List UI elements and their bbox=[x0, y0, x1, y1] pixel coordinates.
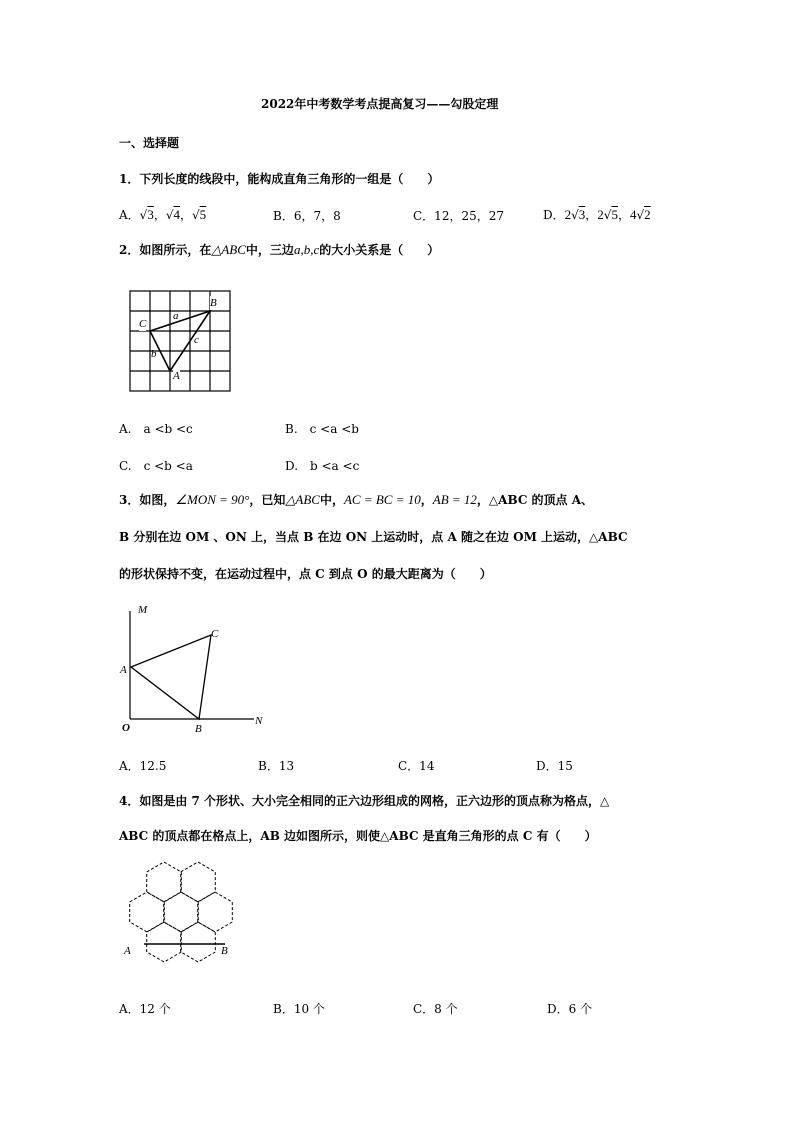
q2-label-C: C bbox=[139, 318, 147, 330]
q4-option-a[interactable]: A．12 个 bbox=[119, 1002, 171, 1016]
q3-line1-pre: 3．如图， bbox=[119, 493, 176, 507]
q1-option-a-label: A． bbox=[119, 208, 140, 222]
q2-stem bbox=[119, 243, 439, 257]
hexagon bbox=[147, 862, 182, 902]
page-title: 2022年中考数学考点提高复习——勾股定理 bbox=[261, 97, 499, 111]
q2-label-b: b bbox=[151, 348, 157, 360]
q2-sides: a,b,c bbox=[293, 242, 320, 257]
q3-figure bbox=[118, 605, 278, 735]
q3-label-B: B bbox=[195, 723, 202, 735]
q3-label-C: C bbox=[211, 628, 219, 640]
q2-label-a: a bbox=[173, 310, 179, 322]
q4-line-2: ABC 的顶点都在格点上，AB 边如图所示，则使△ABC 是直角三角形的点 C 有（ ） bbox=[119, 829, 597, 843]
q1-d-val-2: 5 bbox=[611, 207, 618, 222]
q1-d-coef-1: 2 bbox=[564, 207, 572, 222]
hexagon bbox=[181, 862, 216, 902]
sqrt-radical: √ bbox=[165, 208, 174, 222]
q1-option-d-label: D． bbox=[543, 208, 565, 222]
q4-line-1: 4．如图是由 7 个形状、大小完全相同的正六边形组成的网格，正六边形的顶点称为格点，△ bbox=[119, 794, 610, 808]
q1-a-val-3: 5 bbox=[199, 207, 207, 222]
q3-label-M: M bbox=[138, 604, 148, 616]
q3-label-N: N bbox=[255, 715, 263, 727]
sqrt-radical: √ bbox=[192, 208, 200, 222]
q4-label-B: B bbox=[221, 945, 228, 957]
q3-line-1 bbox=[119, 493, 593, 507]
q3-label-A: A bbox=[120, 664, 127, 676]
q1-option-b[interactable]: B．6，7，8 bbox=[273, 209, 341, 223]
sqrt-radical: √ bbox=[571, 208, 579, 222]
q2-stem-pre: 2．如图所示，在 bbox=[119, 243, 212, 257]
q3-option-b[interactable]: B．13 bbox=[258, 759, 295, 773]
hexagon-grid bbox=[130, 862, 233, 962]
hexagon bbox=[147, 922, 182, 962]
q4-hexagon-figure bbox=[117, 862, 247, 982]
q1-option-a[interactable]: A．√3，√4，√5 bbox=[119, 207, 207, 222]
sqrt-radical: √ bbox=[139, 208, 148, 222]
hexagon bbox=[181, 922, 216, 962]
q1-option-d[interactable]: D．2√3，2√5，4√2 bbox=[543, 207, 651, 222]
q2-stem-post: 的大小关系是（ ） bbox=[319, 243, 440, 257]
hexagon bbox=[130, 892, 165, 932]
q1-a-val-1: 3 bbox=[147, 207, 154, 222]
q2-stem-mid: 中，三边 bbox=[245, 243, 294, 257]
q3-triangle: △ABC bbox=[285, 492, 320, 507]
sqrt-radical: √ bbox=[603, 208, 612, 222]
triangle-abc bbox=[131, 635, 211, 719]
q2-option-d[interactable]: D. b <a <c bbox=[285, 459, 360, 473]
q4-option-d[interactable]: D．6 个 bbox=[547, 1002, 593, 1016]
q2-option-b[interactable]: B. c <a <b bbox=[285, 422, 359, 436]
q3-line1-post: ，△ABC 的顶点 A、 bbox=[476, 493, 594, 507]
q2-option-c[interactable]: C. c <b <a bbox=[119, 459, 193, 473]
section-heading: 一、选择题 bbox=[119, 136, 180, 150]
q3-line1-mid: ，已知 bbox=[249, 493, 286, 507]
q3-line-3: 的形状保持不变，在运动过程中，点 C 到点 O 的最大距离为（ ） bbox=[119, 567, 492, 581]
q4-option-c[interactable]: C．8 个 bbox=[413, 1002, 458, 1016]
hexagon bbox=[164, 892, 199, 932]
q2-triangle: △ABC bbox=[211, 242, 246, 257]
q3-option-c[interactable]: C．14 bbox=[398, 759, 435, 773]
q3-option-a[interactable]: A．12.5 bbox=[119, 759, 167, 773]
q2-label-c: c bbox=[194, 334, 199, 346]
q2-label-B: B bbox=[210, 297, 217, 309]
q1-stem: 1．下列长度的线段中，能构成直角三角形的一组是（ ） bbox=[119, 172, 440, 186]
q1-d-coef-2: 2 bbox=[597, 207, 604, 222]
q3-option-d[interactable]: D．15 bbox=[536, 759, 573, 773]
q3-eq-2: AB = 12 bbox=[432, 492, 477, 507]
triangle-abc bbox=[150, 311, 210, 371]
q3-line-2: B 分别在边 OM 、ON 上，当点 B 在边 ON 上运动时，点 A 随之在边 OM 上运动，△ABC bbox=[119, 530, 628, 544]
q4-option-b[interactable]: B．10 个 bbox=[273, 1002, 325, 1016]
q1-d-val-3: 2 bbox=[644, 207, 651, 222]
q2-label-A: A bbox=[173, 370, 180, 382]
q3-eq-1: AC = BC = 10 bbox=[343, 492, 421, 507]
q3-label-O: O bbox=[122, 722, 130, 734]
q1-option-c[interactable]: C．12，25，27 bbox=[413, 209, 504, 223]
q1-a-val-2: 4 bbox=[173, 207, 180, 222]
q3-sep: ， bbox=[420, 493, 433, 507]
q3-line1-mid2: 中， bbox=[319, 493, 344, 507]
q1-d-val-1: 3 bbox=[578, 207, 586, 222]
q3-angle: ∠MON = 90° bbox=[175, 492, 250, 507]
q4-label-A: A bbox=[124, 945, 131, 957]
q1-d-coef-3: 4 bbox=[629, 207, 637, 222]
q2-option-a[interactable]: A. a <b <c bbox=[119, 422, 193, 436]
hexagon bbox=[198, 892, 233, 932]
sqrt-radical: √ bbox=[636, 208, 645, 222]
